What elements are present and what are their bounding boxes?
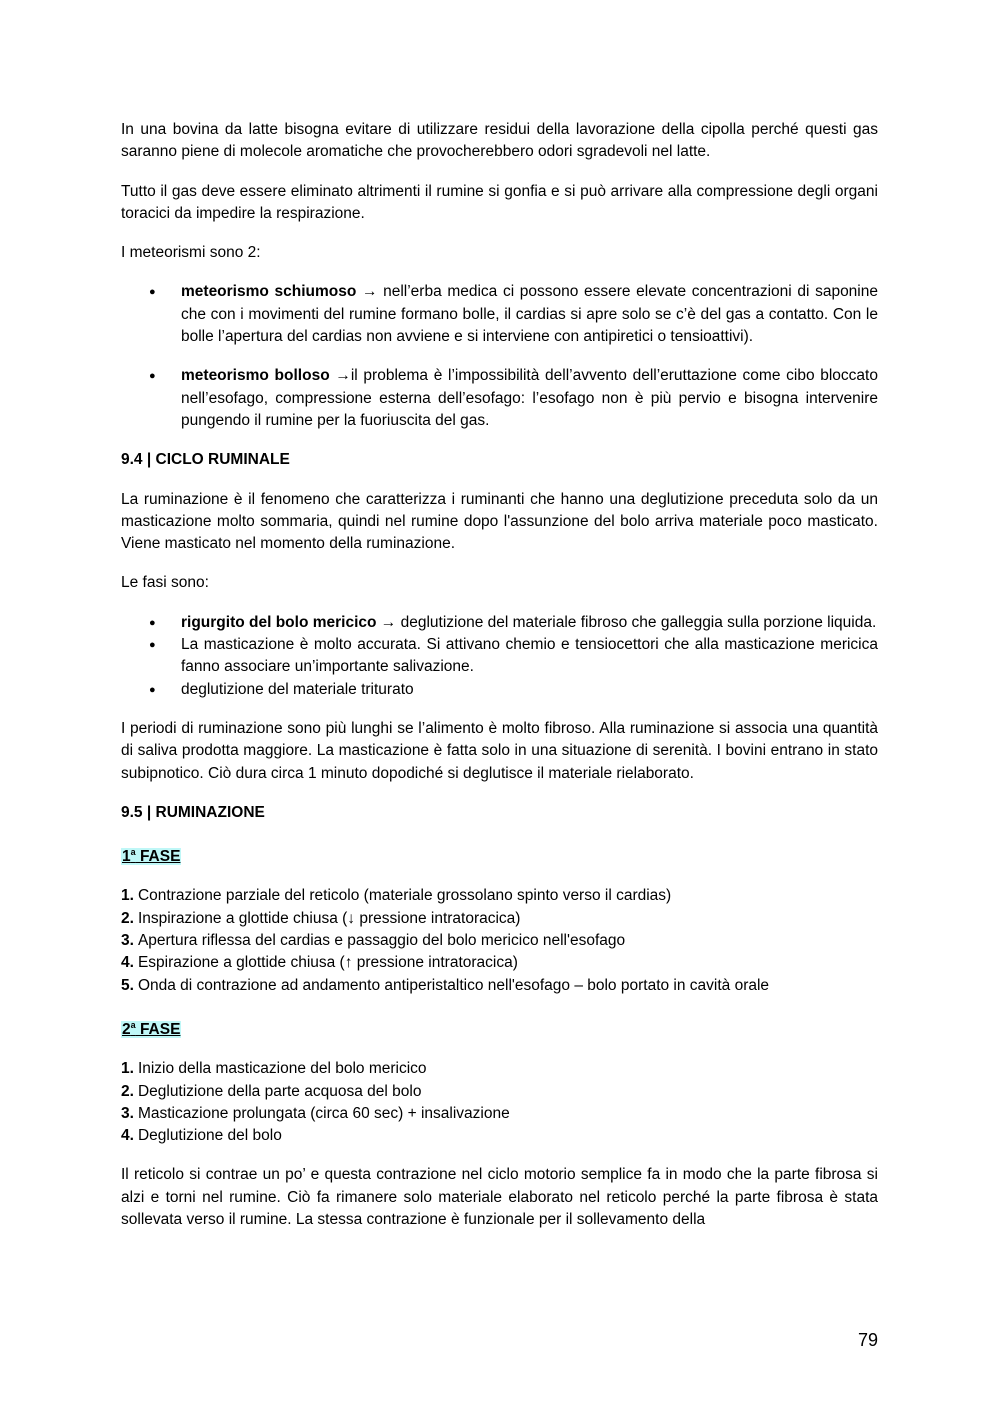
list-item: 5. Onda di contrazione ad andamento antiperistaltico nell'esofago – bolo portato in cavità orale xyxy=(121,976,770,994)
paragraph: Le fasi sono: xyxy=(121,574,209,592)
section-heading: 9.4 | CICLO RUMINALE xyxy=(121,451,290,469)
definition: La masticazione è molto accurata. Si attivano chemio e tensiocettori che alla masticazione mericica fanno associare un’importante salivazione. xyxy=(181,636,878,676)
paragraph: I meteorismi sono 2: xyxy=(121,244,261,262)
term: meteorismo bolloso xyxy=(181,367,330,385)
list-item: 3. Masticazione prolungata (circa 60 sec) + insalivazione xyxy=(121,1104,510,1122)
section-heading: 9.5 | RUMINAZIONE xyxy=(121,803,265,821)
list-item: 1. Inizio della masticazione del bolo mericico xyxy=(121,1060,427,1078)
meteorismi-list xyxy=(121,281,878,432)
term: meteorismo schiumoso xyxy=(181,283,357,301)
list-item xyxy=(121,612,878,634)
paragraph: La ruminazione è il fenomeno che caratterizza i ruminanti che hanno una deglutizione preceduta solo da un masticazione molto sommaria, quindi nel rumine dopo l'assunzione del bolo arriva materiale poco masticato. Viene masticato nel momento della ruminazione. xyxy=(121,490,878,553)
list-item: 4. Deglutizione del bolo xyxy=(121,1127,282,1145)
definition: deglutizione del materiale triturato xyxy=(181,680,414,698)
list-item xyxy=(121,365,878,432)
list-item: 2. Deglutizione della parte acquosa del bolo xyxy=(121,1082,422,1100)
list-item: 4. Espirazione a glottide chiusa (↑ pressione intratoracica) xyxy=(121,954,518,972)
list-item: 3. Apertura riflessa del cardias e passaggio del bolo mericico nell'esofago xyxy=(121,932,626,950)
list-item xyxy=(121,281,878,348)
list-item xyxy=(121,634,878,679)
page-content xyxy=(121,119,878,1231)
fase-2-title: 2$^a$ FASE xyxy=(122,1019,181,1038)
definition: → nell’erba medica ci possono essere elevate concentrazioni di saponine che con i movimenti del rumine formano bolle, il cardias si apre solo se c’è del gas a contatto. Con le bolle l’apertura del cardias non avviene e si interviene con antipiretici o tensioattivi). xyxy=(181,283,878,346)
fase-1-title: 1$^a$ FASE xyxy=(122,847,181,866)
paragraph: Tutto il gas deve essere eliminato altrimenti il rumine si gonfia e si può arrivare alla compressione degli organi toracici da impedire la respirazione. xyxy=(121,182,878,222)
page-number: 79 xyxy=(857,1330,878,1350)
paragraph: In una bovina da latte bisogna evitare di utilizzare residui della lavorazione della cipolla perché questi gas saranno piene di molecole aromatiche che provocherebbero odori sgradevoli nel latte. xyxy=(121,121,878,161)
paragraph: I periodi di ruminazione sono più lunghi se l’alimento è molto fibroso. Alla ruminazione si associa una quantità di saliva prodotta maggiore. La masticazione è fatta solo in una situazione di serenità. I bovini entrano in stato subipnotico. Ciò dura circa 1 minuto dopodiché si deglutisce il materiale rielaborato. xyxy=(121,719,878,782)
fasi-list xyxy=(121,612,878,701)
definition: →il problema è l’impossibilità dell’avvento dell’eruttazione come cibo bloccato nell’esofago, compressione esterna dell’esofago: l’esofago non è più pervio e bisogna intervenire pungendo il rumine per la fuoriuscita del gas. xyxy=(181,367,878,429)
fase-2-steps xyxy=(121,1058,878,1147)
term: rigurgito del bolo mericico xyxy=(181,613,377,631)
fase-1-steps xyxy=(121,885,878,996)
list-item xyxy=(121,679,878,701)
list-item: 2. Inspirazione a glottide chiusa (↓ pressione intratoracica) xyxy=(121,909,521,927)
list-item: 1. Contrazione parziale del reticolo (materiale grossolano spinto verso il cardias) xyxy=(121,887,672,905)
definition: → deglutizione del materiale fibroso che galleggia sulla porzione liquida. xyxy=(376,613,877,631)
paragraph: Il reticolo si contrae un po’ e questa contrazione nel ciclo motorio semplice fa in modo che la parte fibrosa si alzi e torni nel rumine. Ciò fa rimanere solo materiale elaborato nel reticolo perché la parte fibrosa è stata sollevata verso il rumine. La stessa contrazione è funzionale per il sollevamento della xyxy=(121,1166,878,1228)
